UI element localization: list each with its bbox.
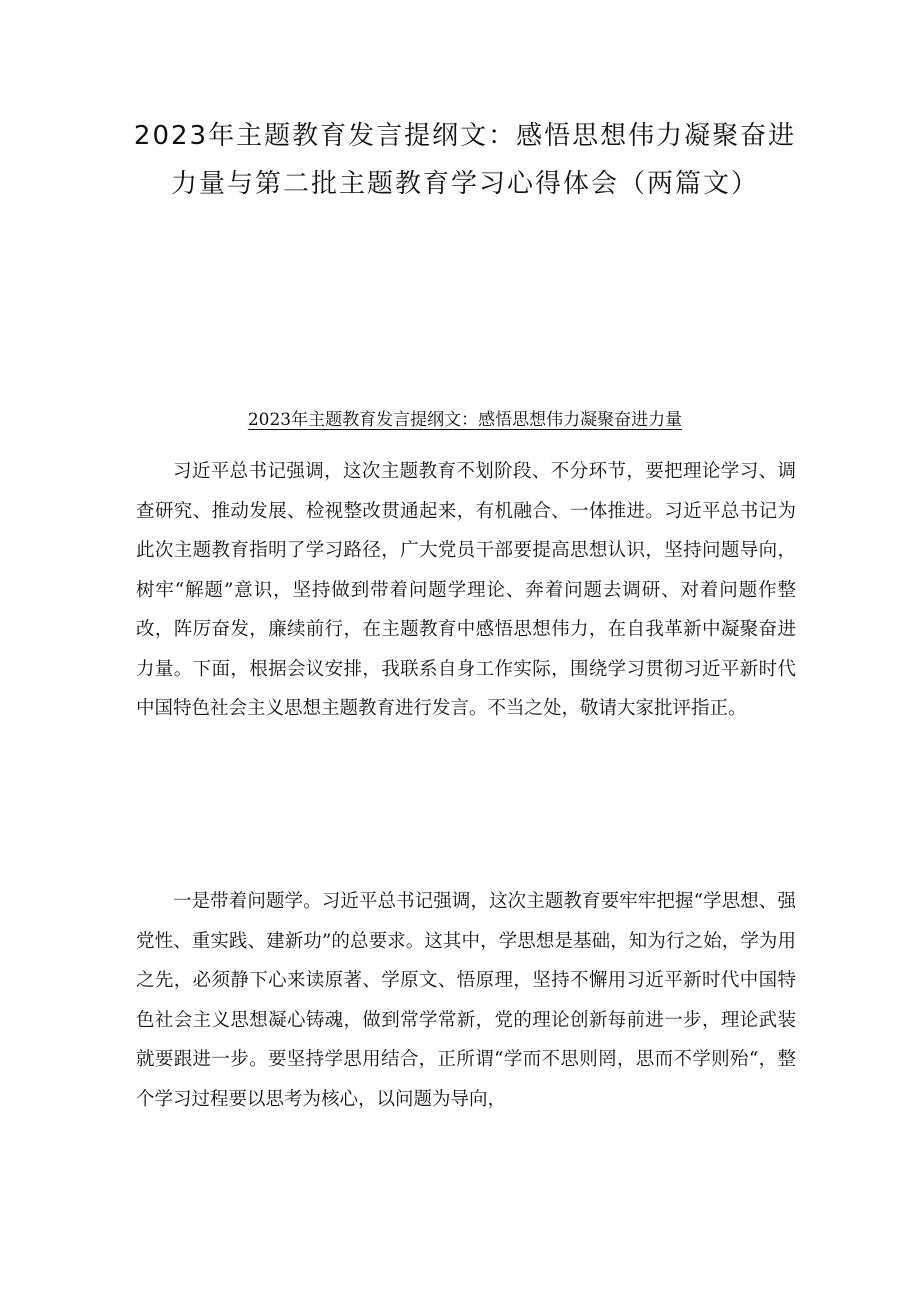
document-title bbox=[120, 112, 810, 208]
body-paragraph-intro: 习近平总书记强调，这次主题教育不划阶段、不分环节，要把理论学习、调查研究、推动发展、检视整改贯通起来，有机融合、一体推进。习近平总书记为此次主题教育指明了学习路径，广大党员干部要提高思想认识，坚持问题导向，树牢“解题”意识，坚持做到带着问题学理论、奔着问题去调研、对着问题作整改，阵厉奋发，廉续前行，在主题教育中感悟思想伟力，在自我革新中凝聚奋进力量。下面，根据会议安排，我联系自身工作实际，围绕学习贯彻习近平新时代中国特色社会主义思想主题教育进行发言。不当之处，敬请大家批评指正。 bbox=[136, 461, 796, 719]
document-title-line-1: 2023年主题教育发言提纲文：感悟思想伟力凝聚奋进 bbox=[133, 121, 797, 151]
section-heading: 2023年主题教育发言提纲文：感悟思想伟力凝聚奋进力量 bbox=[247, 410, 683, 430]
document-title-line-2: 力量与第二批主题教育学习心得体会（两篇文） bbox=[170, 169, 759, 199]
body-paragraph-point-one: 一是带着问题学。习近平总书记强调，这次主题教育要牢牢把握“学思想、强党性、重实践、建新功”的总要求。这其中，学思想是基础，知为行之始，学为用之先，必须静下心来读原著、学原文、悟原理，坚持不懈用习近平新时代中国特色社会主义思想凝心铸魂，做到常学常新，党的理论创新每前进一步，理论武装就要跟进一步。要坚持学思用结合，正所谓“学而不思则罔，思而不学则殆“，整个学习过程要以思考为核心，以问题为导向， bbox=[136, 891, 796, 1110]
